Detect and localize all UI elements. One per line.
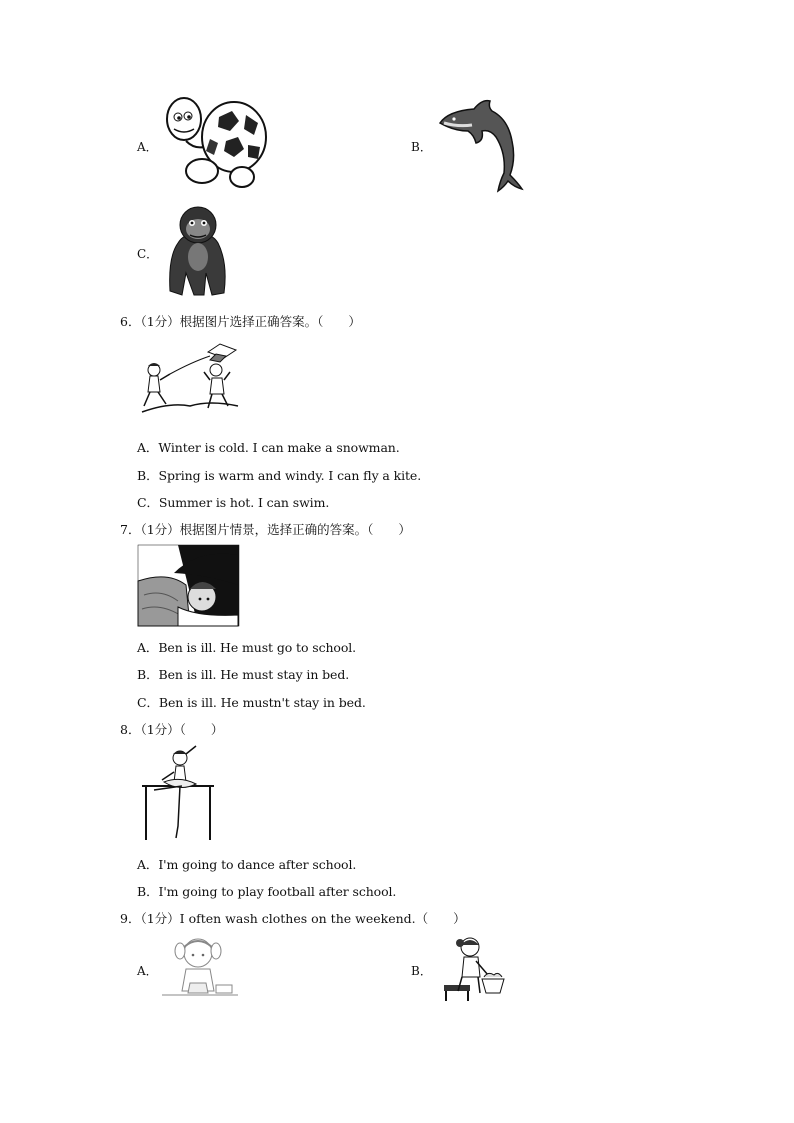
- q9-option-b-label[interactable]: B．: [411, 964, 432, 978]
- kite-flying-picture: [140, 342, 240, 420]
- dolphin-icon[interactable]: [438, 97, 528, 193]
- q8-option-a[interactable]: A．I'm going to dance after school.: [137, 857, 357, 872]
- q6-option-c[interactable]: C．Summer is hot. I can swim.: [137, 495, 330, 510]
- girl-reading-picture[interactable]: [162, 935, 238, 999]
- q6-option-a[interactable]: A．Winter is cold. I can make a snowman.: [137, 440, 400, 455]
- ballet-dancer-picture: [140, 746, 216, 842]
- turtle-icon[interactable]: [164, 97, 268, 189]
- question-7-stem: 7．（1分）根据图片情景，选择正确的答案。（ ）: [120, 522, 411, 537]
- option-c-label[interactable]: C．: [137, 247, 159, 261]
- q6-option-b[interactable]: B．Spring is warm and windy. I can fly a kite.: [137, 468, 422, 483]
- q7-option-c[interactable]: C．Ben is ill. He mustn't stay in bed.: [137, 695, 366, 710]
- q8-option-b[interactable]: B．I'm going to play football after school.: [137, 884, 397, 899]
- question-8-stem: 8．（1分）（ ）: [120, 722, 224, 737]
- q7-option-a[interactable]: A．Ben is ill. He must go to school.: [137, 640, 357, 655]
- question-6-stem: 6．（1分）根据图片选择正确答案。（ ）: [120, 314, 361, 329]
- boy-in-bed-picture: [138, 545, 239, 626]
- question-9-stem: 9．（1分）I often wash clothes on the weekend.（ ）: [120, 911, 466, 926]
- option-a-label[interactable]: A．: [137, 140, 158, 154]
- girl-washing-clothes-picture[interactable]: [438, 935, 506, 1003]
- q7-option-b[interactable]: B．Ben is ill. He must stay in bed.: [137, 667, 350, 682]
- option-b-label[interactable]: B．: [411, 140, 432, 154]
- gorilla-icon[interactable]: [164, 203, 230, 299]
- q9-option-a-label[interactable]: A．: [137, 964, 158, 978]
